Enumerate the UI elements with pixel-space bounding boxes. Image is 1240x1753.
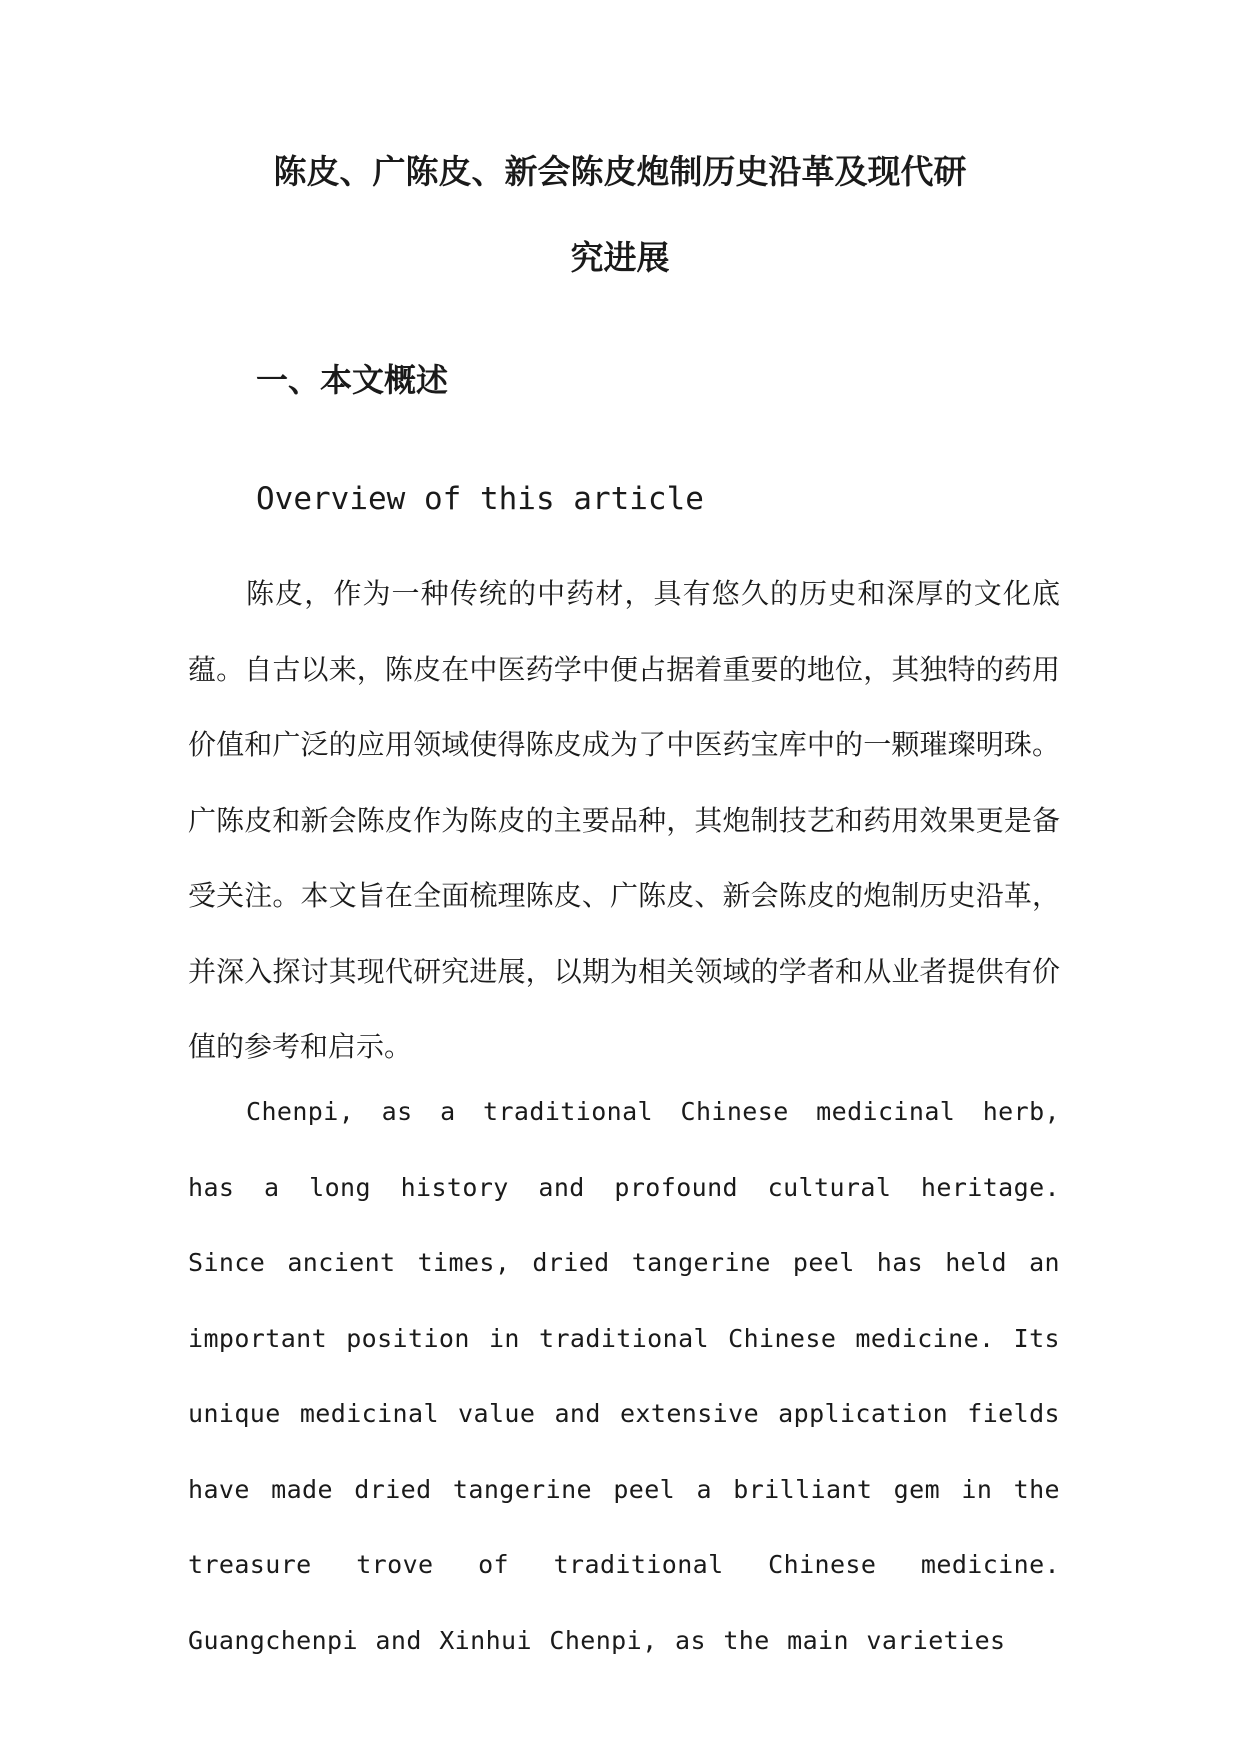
section-heading-english: Overview of this article bbox=[256, 481, 704, 517]
document-title-line-2: 究进展 bbox=[570, 238, 670, 277]
document-title-line-1: 陈皮、广陈皮、新会陈皮炮制历史沿革及现代研 bbox=[273, 152, 967, 191]
section-heading-chinese: 一、本文概述 bbox=[256, 361, 449, 399]
body-paragraph-english: Chenpi, as a traditional Chinese medicinal herb, has a long history and profound cultural heritage. Since ancient times, dried tangerine peel has held an important position in traditional Chinese medicine. Its unique medicinal value and extensive application fields have made dried tangerine peel a brilliant gem in the treasure trove of traditional Chinese medicine. Guangchenpi and Xinhui Chenpi, as the main varieties bbox=[188, 1097, 1060, 1655]
body-paragraph-chinese: 陈皮，作为一种传统的中药材，具有悠久的历史和深厚的文化底蕴。自古以来，陈皮在中医药学中便占据着重要的地位，其独特的药用价值和广泛的应用领域使得陈皮成为了中医药宝库中的一颗璀璨明珠。广陈皮和新会陈皮作为陈皮的主要品种，其炮制技艺和药用效果更是备受关注。本文旨在全面梳理陈皮、广陈皮、新会陈皮的炮制历史沿革，并深入探讨其现代研究进展，以期为相关领域的学者和从业者提供有价值的参考和启示。 bbox=[188, 577, 1060, 1063]
